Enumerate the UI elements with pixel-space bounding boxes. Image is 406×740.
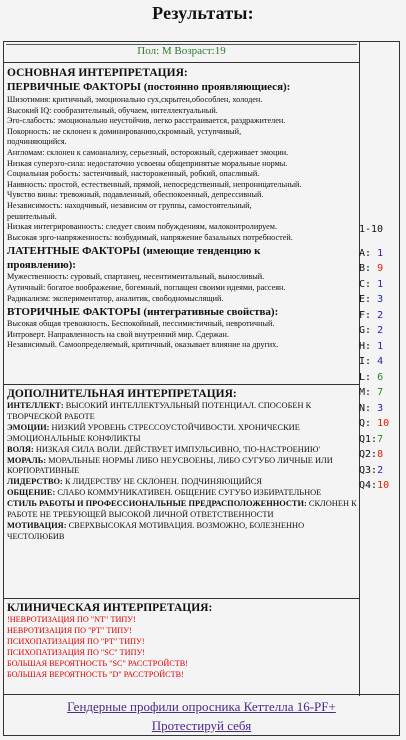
scale-name: E: [359,294,372,305]
additional-item-text: СЛАБО КОММУНИКАТИВЕН. ОБЩЕНИЕ СУГУБО ИЗБИРАТЕЛЬНОЕ [55,488,322,498]
primary-factor-line: Наивность: простой, естественный, прямой, непосредственный, непроницательный. [7,179,302,189]
scale-row [359,401,399,417]
scale-name: I: [359,356,372,367]
scale-value: 1 [371,340,384,352]
scale-row [359,308,399,324]
latent-factors-list [7,272,357,304]
scale-name: L: [359,371,372,383]
additional-item [7,488,357,499]
primary-factor-line: Низкая интегрированность: следует своим побуждениям, малоконтролируем. [7,222,278,232]
scale-value: 6 [371,371,384,383]
scale-row [359,463,399,479]
scale-row [359,277,399,293]
primary-factor-line: Высокая эрго-напряженность: возбудимый, напряжение базальных потребностей. [7,232,293,242]
scale-row [359,246,399,262]
scale-scores [359,222,399,494]
scale-row [359,292,399,308]
scale-value: 9 [371,263,384,274]
scale-row [359,478,399,494]
additional-item-label: ОБЩЕНИЕ: [7,488,56,498]
latent-factor-line: Аутичный: богатое воображение, богемный, поглащен своими идеями, рассеян. [7,282,286,292]
primary-factor-line: Чувство вины: тревожный, подавленный, обеспокоенный, депрессивный. [7,190,264,200]
primary-factor-line: Англомам: склонен к самоанализу, серьезный, осторожный, сдерживает эмоции. [7,147,289,157]
scale-value: 7 [371,387,384,398]
additional-item-text: МОРАЛЬНЫЕ НОРМЫ ЛИБО НЕУСВОЕНЫ, ЛИБО СУГУБО ЛИЧНЫЕ ИЛИ КОРПОРАТИВНЫЕ [7,455,333,476]
additional-item-text: ВЫСОКИЙ ИНТЕЛЛЕКТУАЛЬНЫЙ ПОТЕНЦИАЛ. СПОСОБЕН К ТВОРЧЕСКОЙ РАБОТЕ [7,401,312,421]
additional-item-label: ЭМОЦИИ: [7,422,50,432]
additional-heading: ДОПОЛНИТЕЛЬНАЯ ИНТЕРПРЕТАЦИЯ: [7,388,237,400]
latent-factors-heading: ЛАТЕНТНЫЕ ФАКТОРЫ (имеющие тенденцию к проявлению): [7,245,261,272]
additional-item [7,401,357,423]
secondary-factors-list [7,319,357,351]
results-table [3,41,400,736]
footer [4,697,399,735]
scale-name: G: [359,325,372,336]
main-heading: ОСНОВНАЯ ИНТЕРПРЕТАЦИЯ: [7,67,188,79]
additional-item [7,499,357,521]
secondary-factor-line: Интроверт. Направленность на свой внутренний мир. Сдержан. [7,329,229,339]
primary-factor-line: решительный. [7,211,57,221]
additional-item [7,445,357,456]
scale-row [359,385,399,401]
scale-value: 1 [371,247,384,259]
additional-item-label: ИНТЕЛЛЕКТ: [7,401,64,410]
main-interpretation [7,66,357,351]
scale-list [359,246,399,494]
additional-list [7,401,357,543]
additional-item [7,521,357,543]
scale-value: 2 [371,309,384,321]
gender-profiles-link[interactable]: Гендерные профили опросника Кеттелла 16-PF+ [67,699,336,714]
primary-factor-line: Низкая суперэго-сила: недостаточно усвоены общепринятые моральные нормы. [7,158,288,168]
scale-row [359,432,399,448]
scale-name: Q2: [359,449,378,460]
additional-item [7,477,357,488]
row-divider [4,598,359,599]
page-title: Результаты: [152,3,254,23]
primary-factor-line: Независимость: находчивый, независим от группы, самостоятельный, [7,200,252,210]
scale-value: 3 [371,402,384,414]
row-divider [4,694,399,695]
scale-name: Q4: [359,480,378,491]
scale-name: C: [359,278,372,290]
scale-value: 7 [377,433,384,445]
scale-name: M: [359,387,372,398]
clinical-list [7,615,357,680]
clinical-line: НЕВРОТИЗАЦИЯ ПО "PT" ТИПУ! [7,625,132,635]
latent-factor-line: Мужественность: суровый, спартанец, несентиментальный, выносливый. [7,272,265,282]
scale-range: 1-10 [359,224,384,235]
scale-name: H: [359,340,372,352]
scale-name: A: [359,247,372,259]
scale-value: 8 [377,449,384,460]
demographics: Пол: М Возраст:19 [137,45,226,57]
scale-row [359,339,399,355]
clinical-heading: КЛИНИЧЕСКАЯ ИНТЕРПРЕТАЦИЯ: [7,602,213,614]
scale-row [359,447,399,463]
scale-name: N: [359,402,372,414]
additional-item [7,423,357,445]
primary-factors-heading: ПЕРВИЧНЫЕ ФАКТОРЫ (постоянно проявляющиеся): [7,81,291,93]
primary-factor-line: Покорность: не склонен к доминированию,скромный, уступчивый, [7,126,242,136]
latent-factor-line: Радикализм: экспериментатор, аналитик, свободномыслящий. [7,293,224,303]
additional-item-text: СКЛОНЕН К РАБОТЕ НЕ ТРЕБУЮЩЕЙ ВЫСОКОЙ ЛИЧНОЙ ОТВЕТСТВЕННОСТИ [7,499,357,520]
scale-value: 4 [371,356,384,367]
clinical-line: ПСИХОПАТИЗАЦИЯ ПО "SC" ТИПУ! [7,647,146,657]
row-divider [4,62,359,63]
test-yourself-link[interactable]: Протестируй себя [151,718,252,733]
primary-factor-line: Высокий IQ: сообразительный, обучаем, интеллектуальный. [7,105,218,115]
row-divider [4,384,359,385]
scale-value: 2 [371,325,384,336]
scale-name: Q3: [359,464,378,476]
scale-value: 3 [371,294,384,305]
additional-item-text: НИЗКИЙ УРОВЕНЬ СТРЕССОУСТОЙЧИВОСТИ. ХРОНИЧЕСКИЕ ЭМОЦИОНАЛЬНЫЕ КОНФЛИКТЫ [7,422,300,443]
primary-factor-line: Социальная робость: застенчивый, настороженный, робкий, опасливый. [7,169,260,179]
scale-name: B: [359,263,372,274]
secondary-factor-line: Независимый. Самоопределяемый, критичный, оказывает влияние на других. [7,340,279,350]
primary-factor-line: Эго-слабость: эмоционально неустойчив, легко расстраивается, раздражителен. [7,116,286,126]
scale-row [359,323,399,339]
scale-row [359,261,399,277]
additional-interpretation [7,387,357,543]
primary-factor-line: подчиняющийся. [7,137,67,147]
secondary-factors-heading: ВТОРИЧНЫЕ ФАКТОРЫ (интегративные свойства): [7,306,279,319]
additional-item-label: СТИЛЬ РАБОТЫ И ПРОФЕССИОНАЛЬНЫЕ ПРЕДРАСПОЛОЖЕННОСТИ: [7,499,307,509]
secondary-factor-line: Высокая общая тревожность. Беспокойный, пессимистичный, невротичный. [7,319,275,329]
scale-row [359,416,399,432]
additional-item-label: ЛИДЕРСТВО: [7,477,63,487]
scale-name: Q1: [359,433,378,445]
clinical-line: БОЛЬШАЯ ВЕРОЯТНОСТЬ "SC" РАССТРОЙСТВ! [7,658,188,668]
additional-item [7,456,357,478]
clinical-line: !НЕВРОТИЗАЦИЯ ПО "NT" ТИПУ! [7,615,136,624]
additional-item-label: МОРАЛЬ: [7,455,47,465]
clinical-line: БОЛЬШАЯ ВЕРОЯТНОСТЬ "D" РАССТРОЙСТВ! [7,669,184,679]
scale-row [359,370,399,386]
scale-row [359,354,399,370]
clinical-interpretation [7,601,357,680]
scale-name: F: [359,309,372,321]
scale-value: 2 [377,464,384,476]
additional-item-text: К ЛИДЕРСТВУ НЕ СКЛОНЕН. ПОДЧИНЯЮЩИЙСЯ [62,477,262,487]
additional-item-text: СВЕРХВЫСОКАЯ МОТИВАЦИЯ. ВОЗМОЖНО, БОЛЕЗНЕННО ЧЕСТОЛЮБИВ [7,520,305,541]
clinical-line: ПСИХОПАТИЗАЦИЯ ПО "PT" ТИПУ! [7,636,145,646]
additional-item-text: НИЗКАЯ СИЛА ВОЛИ. ДЕЙСТВУЕТ ИМПУЛЬСИВНО, 'ПО-НАСТРОЕНИЮ' [33,444,321,454]
scale-value: 1 [371,278,384,290]
scale-value: 10 [377,480,390,491]
additional-item-label: МОТИВАЦИЯ: [7,520,67,530]
primary-factors-list [7,95,357,243]
scale-name: Q: [359,418,372,429]
scale-value: 10 [371,418,390,429]
additional-item-label: ВОЛЯ: [7,444,34,454]
primary-factor-line: Шизотимия: критичный, эмоционально сух,скрытен,обособлен, холоден. [7,95,263,104]
